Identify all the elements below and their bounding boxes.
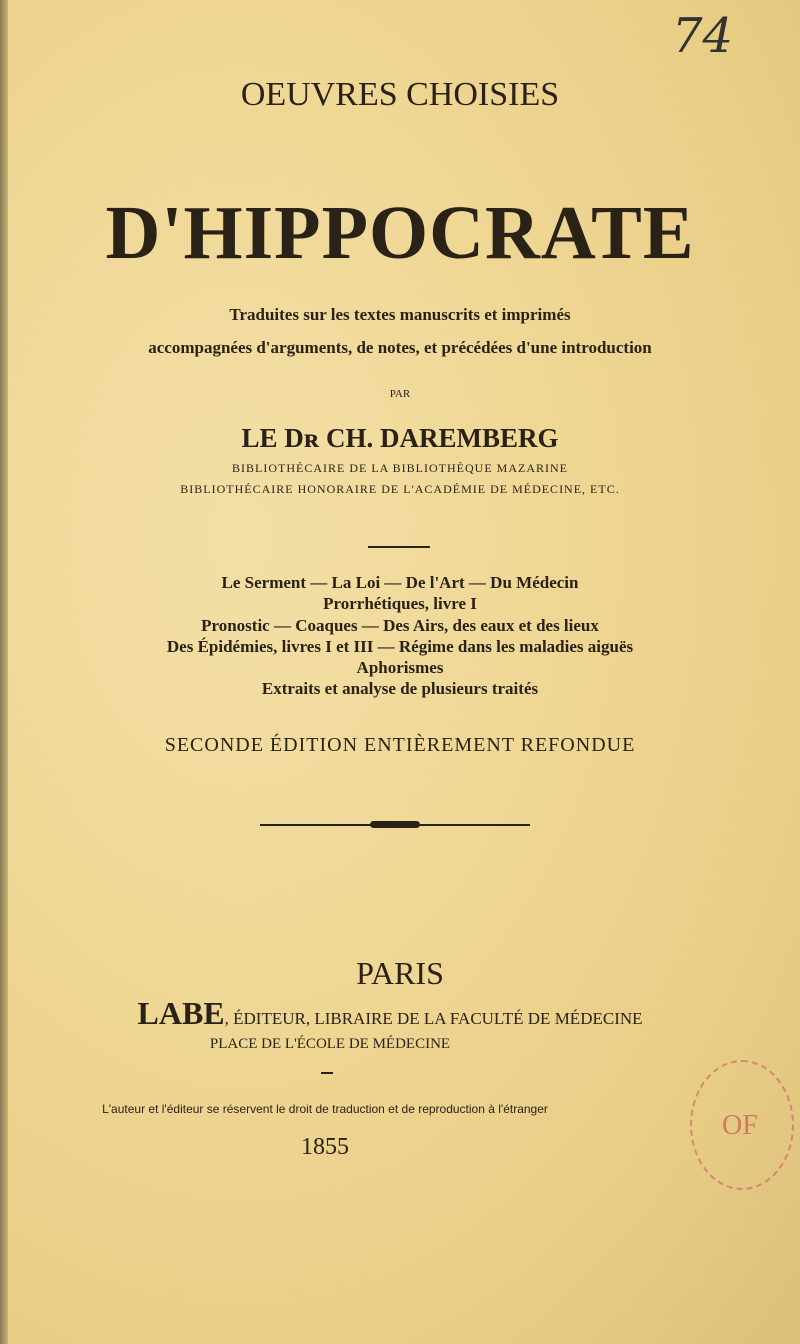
year: 1855 <box>301 1134 349 1160</box>
contents-line: Aphorismes <box>356 658 444 677</box>
city <box>0 955 800 992</box>
handwritten-mark: 74 <box>672 8 734 64</box>
library-stamp <box>690 1060 794 1190</box>
rights-notice: L'auteur et l'éditeur se réservent le droit de traduction et de reproduction à l'étranger <box>102 1102 548 1116</box>
publisher-desc: , ÉDITEUR, LIBRAIRE DE LA FACULTÉ DE MÉDECINE <box>224 1009 643 1028</box>
subtitle-2: accompagnées d'arguments, de notes, et précédées d'une introduction <box>148 338 652 357</box>
stamp-text: OF <box>722 1110 758 1141</box>
contents-line: Pronostic — Coaques — Des Airs, des eaux et des lieux <box>201 616 599 635</box>
publisher-name: LABE <box>137 995 225 1031</box>
contents-line: Le Serment — La Loi — De l'Art — Du Médecin <box>221 573 579 592</box>
title-top: OEUVRES CHOISIES <box>240 76 560 113</box>
publisher-address: PLACE DE L'ÉCOLE DE MÉDECINE <box>209 1036 451 1052</box>
author-role-2: BIBLIOTHÉCAIRE HONORAIRE DE L'ACADÉMIE DE MÉDECINE, ETC. <box>180 482 620 496</box>
publisher-line <box>0 995 790 1032</box>
short-dash <box>321 1072 333 1074</box>
author-role-1: BIBLIOTHÉCAIRE DE LA BIBLIOTHÈQUE MAZARINE <box>232 461 568 475</box>
contents-line: Des Épidémies, livres I et III — Régime dans les maladies aiguës <box>166 637 634 656</box>
title-main: D'HIPPOCRATE <box>105 191 695 275</box>
edition: SECONDE ÉDITION ENTIÈREMENT REFONDUE <box>164 734 636 756</box>
author: LE Dʀ CH. DAREMBERG <box>241 423 559 453</box>
par-label: PAR <box>389 388 411 400</box>
contents-line: Extraits et analyse de plusieurs traités <box>261 679 539 698</box>
ornament-center <box>370 821 420 828</box>
city-text: PARIS <box>356 955 444 991</box>
contents-line: Prorrhétiques, livre I <box>323 594 477 613</box>
divider <box>368 546 430 548</box>
subtitle-1: Traduites sur les textes manuscrits et imprimés <box>229 305 571 324</box>
